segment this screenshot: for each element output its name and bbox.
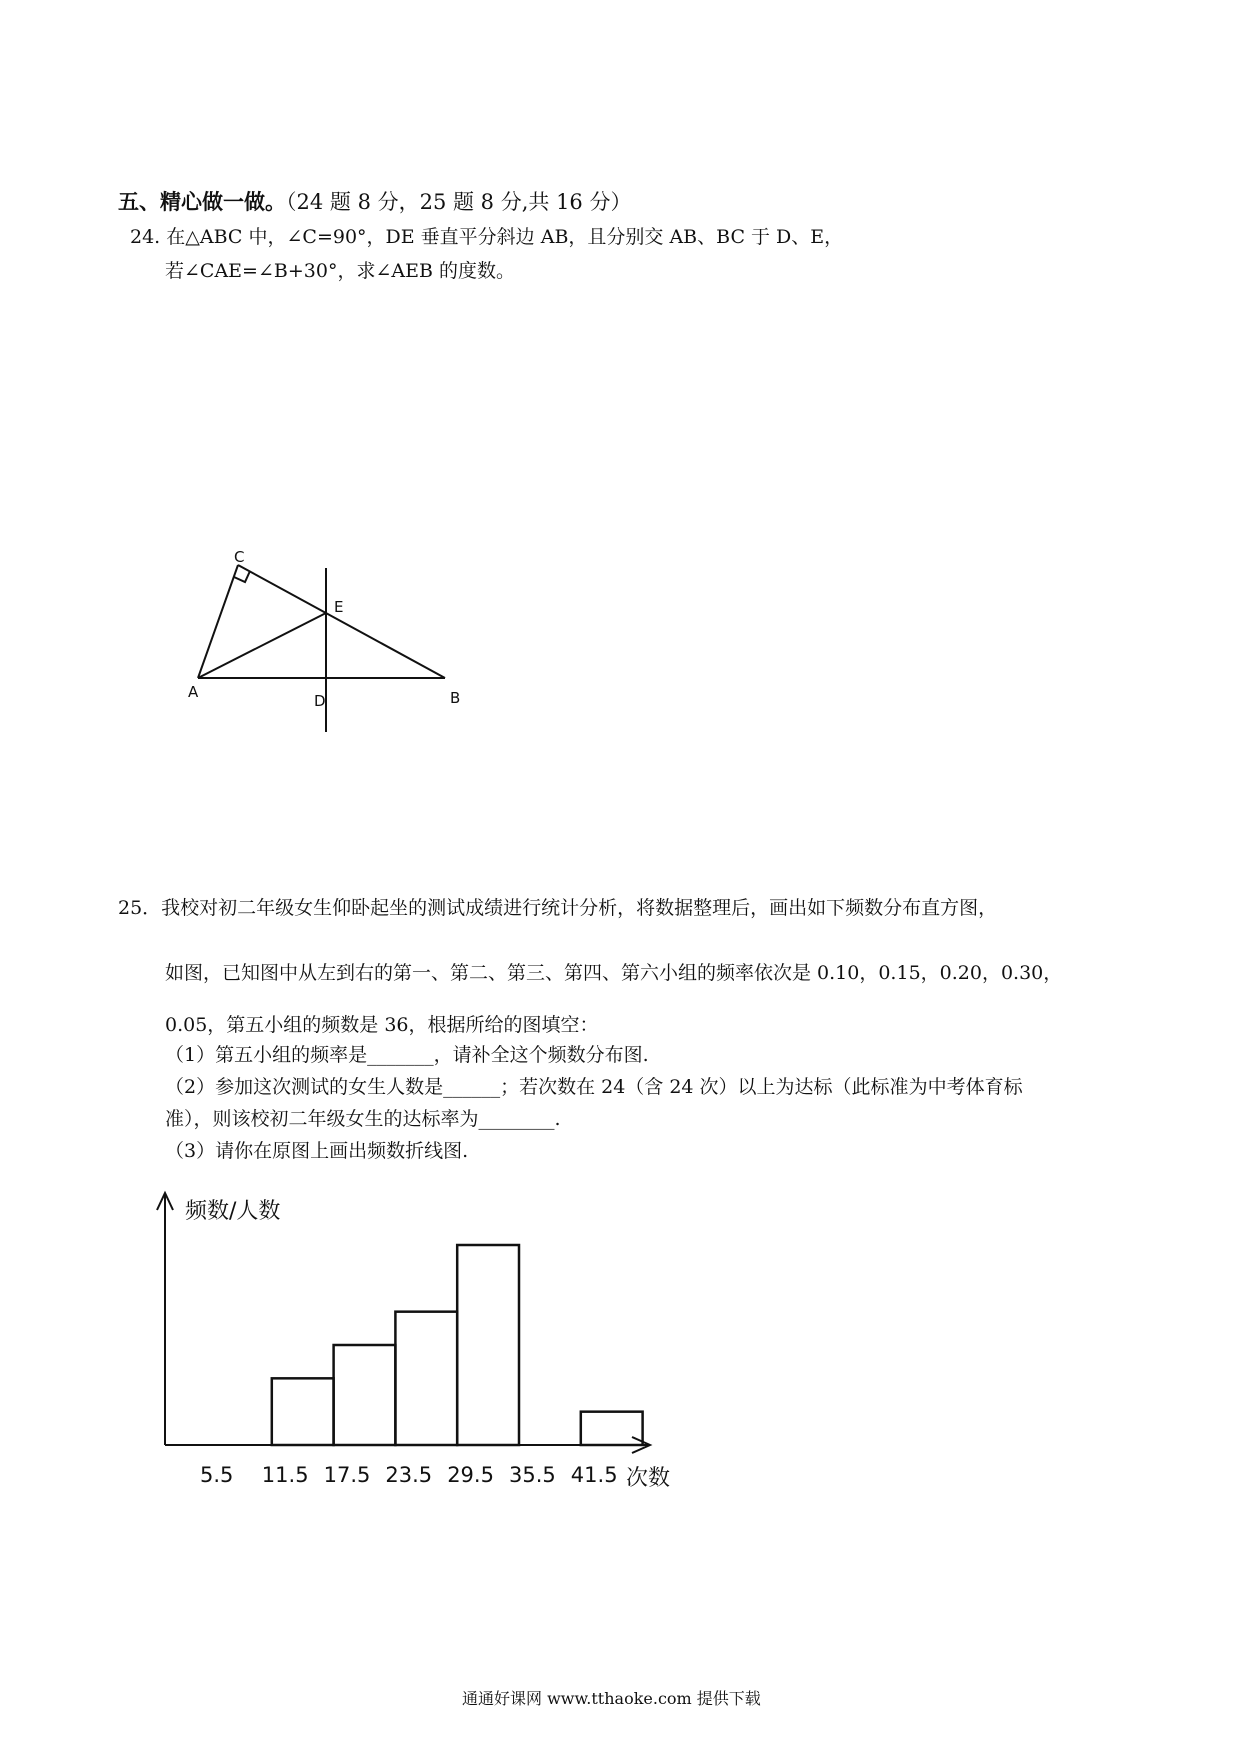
x-tick-label: 11.5 <box>261 1463 309 1487</box>
x-tick-label: 35.5 <box>509 1463 556 1487</box>
label-c: C <box>234 548 245 566</box>
q25-sub1: （1）第五小组的频率是_______，请补全这个频数分布图. <box>165 1044 649 1066</box>
label-b: B <box>450 689 461 707</box>
x-tick-label: 5.5 <box>200 1463 234 1487</box>
q25-sub3: （3）请你在原图上画出频数折线图. <box>165 1140 469 1162</box>
footer-credit: 通通好课网 www.tthaoke.com 提供下载 <box>462 1689 761 1708</box>
histogram-bar <box>457 1245 519 1445</box>
q25-line1: 25．我校对初二年级女生仰卧起坐的测试成绩进行统计分析，将数据整理后，画出如下频数分布直方图， <box>118 897 998 919</box>
section-title: 五、精心做一做。 <box>118 190 286 214</box>
x-axis-label: 次数 <box>626 1466 671 1491</box>
q25-line3: 0.05，第五小组的频数是 36，根据所给的图填空： <box>165 1014 599 1036</box>
histogram-bar <box>272 1378 334 1445</box>
histogram-bar <box>581 1412 643 1445</box>
label-a: A <box>188 683 199 701</box>
histogram-bar <box>395 1312 457 1445</box>
label-d: D <box>314 692 326 710</box>
q24-line1: 24. 在△ABC 中，∠C=90°，DE 垂直平分斜边 AB，且分别交 AB、BC 于 D、E， <box>130 226 844 248</box>
histogram-bar <box>334 1345 396 1445</box>
q25-sub2b: 准），则该校初二年级女生的达标率为________. <box>165 1108 561 1130</box>
x-tick-label: 23.5 <box>385 1463 433 1487</box>
score-note: （24 题 8 分，25 题 8 分,共 16 分） <box>286 190 632 214</box>
y-axis-label: 频数/人数 <box>185 1199 281 1224</box>
x-tick-label: 17.5 <box>323 1463 371 1487</box>
x-tick-label: 41.5 <box>570 1463 618 1487</box>
q24-line2: 若∠CAE=∠B+30°，求∠AEB 的度数。 <box>165 260 515 282</box>
q25-line2: 如图，已知图中从左到右的第一、第二、第三、第四、第六小组的频率依次是 0.10，0.15，0.20，0.30， <box>165 962 1063 984</box>
label-e: E <box>334 598 344 616</box>
x-tick-label: 29.5 <box>447 1463 494 1487</box>
q25-sub2a: （2）参加这次测试的女生人数是______；若次数在 24（含 24 次）以上为达标（此标准为中考体育标 <box>165 1076 1023 1098</box>
